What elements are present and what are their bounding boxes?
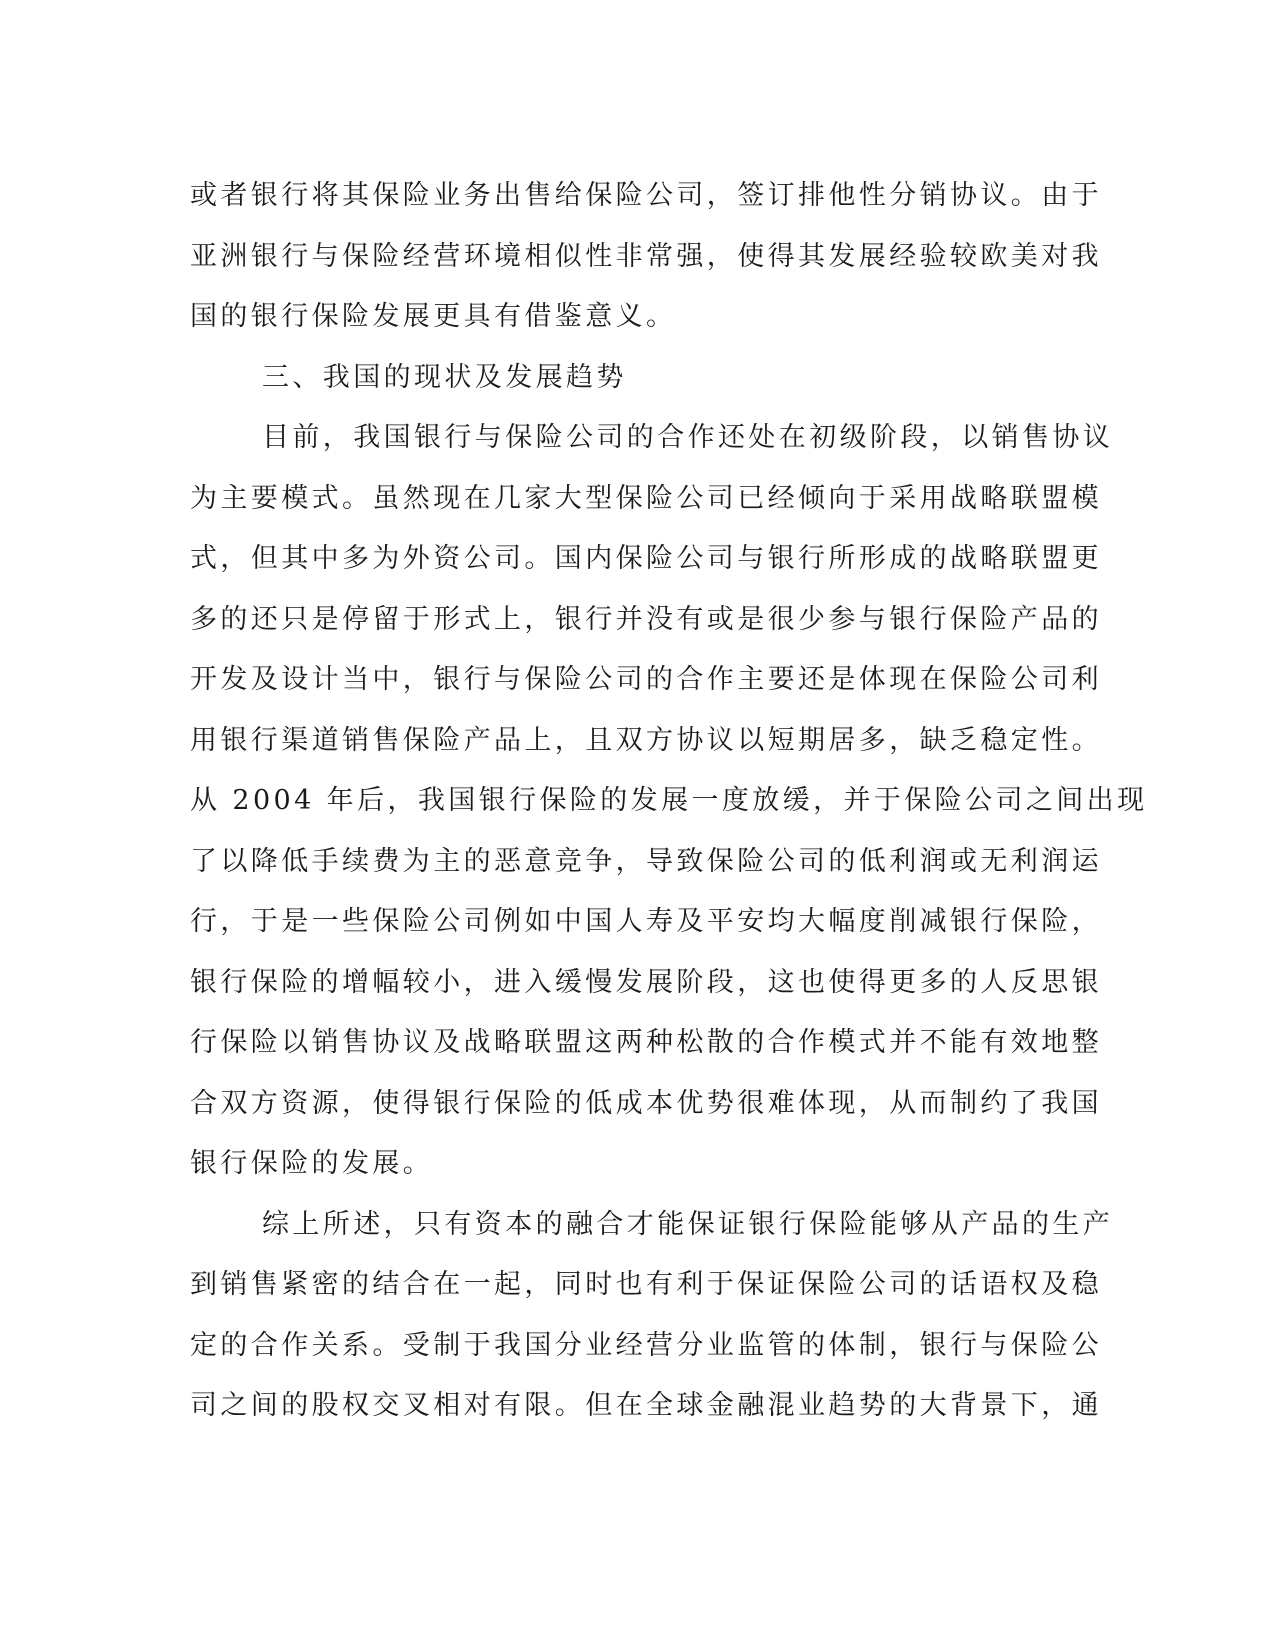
text-line: 银行保险的增幅较小，进入缓慢发展阶段，这也使得更多的人反思银 (190, 966, 1102, 998)
text-line: 行保险以销售协议及战略联盟这两种松散的合作模式并不能有效地整 (190, 1027, 1102, 1058)
text-line: 用银行渠道销售保险产品上，且双方协议以短期居多，缺乏稳定性。 (190, 724, 1102, 756)
text-line: 国的银行保险发展更具有借鉴意义。 (190, 301, 677, 332)
text-line: 亚洲银行与保险经营环境相似性非常强，使得其发展经验较欧美对我 (190, 240, 1102, 272)
document-body (190, 166, 1148, 1437)
paragraph-first-line: 综上所述，只有资本的融合才能保证银行保险能够从产品的生产 (262, 1208, 1114, 1240)
text-line: 银行保险的发展。 (190, 1148, 434, 1179)
text-line: 从 2004 年后，我国银行保险的发展一度放缓，并于保险公司之间出现 (190, 785, 1148, 816)
text-line: 行，于是一些保险公司例如中国人寿及平安均大幅度削减银行保险， (190, 906, 1102, 937)
paragraph-first-line: 目前，我国银行与保险公司的合作还处在初级阶段，以销售协议 (262, 422, 1114, 453)
paragraph-first-line: 三、我国的现状及发展趋势 (262, 361, 627, 393)
text-line: 了以降低手续费为主的恶意竞争，导致保险公司的低利润或无利润运 (190, 845, 1102, 877)
text-line: 式，但其中多为外资公司。国内保险公司与银行所形成的战略联盟更 (190, 543, 1102, 574)
text-line: 为主要模式。虽然现在几家大型保险公司已经倾向于采用战略联盟模 (190, 482, 1102, 514)
text-line: 或者银行将其保险业务出售给保险公司，签订排他性分销协议。由于 (190, 180, 1102, 211)
text-line: 司之间的股权交叉相对有限。但在全球金融混业趋势的大背景下，通 (190, 1390, 1102, 1421)
text-line: 开发及设计当中，银行与保险公司的合作主要还是体现在保险公司利 (190, 664, 1102, 695)
text-line: 定的合作关系。受制于我国分业经营分业监管的体制，银行与保险公 (190, 1329, 1102, 1361)
text-line: 到销售紧密的结合在一起，同时也有利于保证保险公司的话语权及稳 (190, 1269, 1102, 1300)
text-line: 多的还只是停留于形式上，银行并没有或是很少参与银行保险产品的 (190, 603, 1102, 635)
text-line: 合双方资源，使得银行保险的低成本优势很难体现，从而制约了我国 (190, 1087, 1102, 1119)
